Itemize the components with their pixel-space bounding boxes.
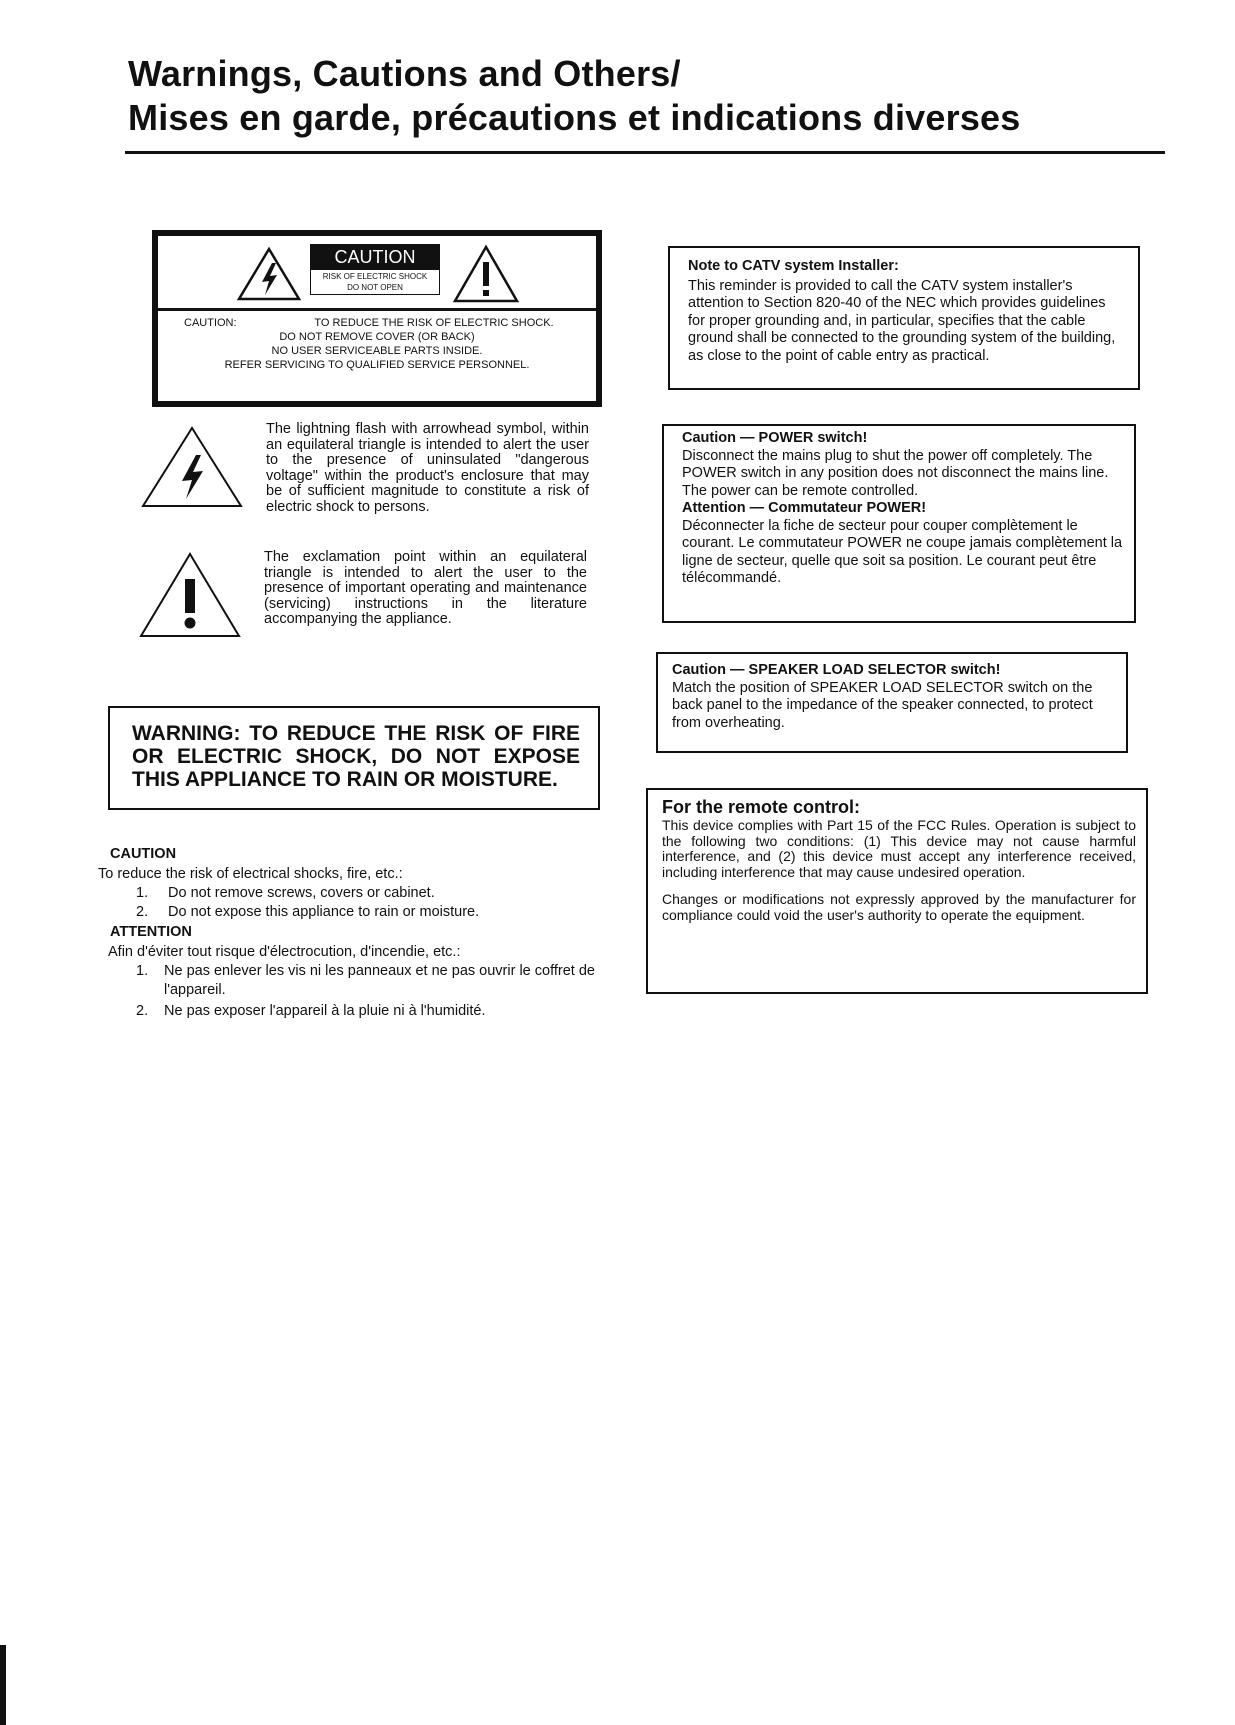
caution-label-title: CAUTION [310,244,440,270]
catv-text: This reminder is provided to call the CATV system installer's attention to Section 820-40 of the NEC which provides guidelines for proper grounding and, in particular, specifies that the cable ground shall be connected to the grounding system of the building, as close to the point of cable entry as practical. [688,277,1116,364]
speaker-selector-box [656,652,1128,753]
speaker-heading: Caution — SPEAKER LOAD SELECTOR switch! [672,662,1001,678]
lightning-symbol-text: The lightning flash with arrowhead symbol, within an equilateral triangle is intended to alert the user to the presence of uninsulated "dangerous voltage" within the product's enclosure that may be of sufficient magnitude to constitute a risk of electric shock to persons. [266,421,589,515]
power-switch-box [662,424,1136,623]
attention-section [110,923,605,942]
attention-heading: ATTENTION [110,924,192,940]
caution-label-line3: NO USER SERVICEABLE PARTS INSIDE. [271,345,483,357]
caution-label-sub2: DO NOT OPEN [347,283,403,292]
caution-label-sub1: RISK OF ELECTRIC SHOCK [322,272,428,281]
caution-label-prefix: CAUTION: [184,317,237,329]
power-text-en: Disconnect the mains plug to shut the power off completely. The POWER switch in any position does not disconnect the mains line. The power can be remote controlled. [682,447,1109,499]
title-line-2: Mises en garde, précautions et indications diverses [128,97,1021,138]
remote-control-content [648,790,1146,923]
remote-text-1: This device complies with Part 15 of the FCC Rules. Operation is subject to the following two conditions: (1) This device may not cause harmful interference, and (2) this device must accept any interference received, including interference that may cause undesired operation. [662,817,1136,880]
power-heading-en: Caution — POWER switch! [682,430,868,446]
remote-heading: For the remote control: [662,797,861,817]
page-title [128,52,1021,140]
exclamation-symbol-text: The exclamation point within an equilateral triangle is intended to alert the user to the presence of important operating and maintenance (servicing) instructions in the literature accompanying the appliance. [264,549,587,627]
remote-control-box [646,788,1148,994]
list-item-text: Ne pas exposer l'appareil à la pluie ni à l'humidité. [164,1003,486,1019]
exclamation-warning-icon [452,244,520,304]
list-item-text: Do not expose this appliance to rain or moisture. [168,904,480,920]
list-item-number: 2. [136,1003,149,1019]
caution-label-header [310,244,440,295]
catv-note-box [668,246,1140,390]
caution-label-line1: TO REDUCE THE RISK OF ELECTRIC SHOCK. [314,317,554,329]
list-item-text: Ne pas enlever les vis ni les panneaux et ne pas ouvrir le coffret de l'appareil. [164,963,595,998]
title-divider [125,151,1165,154]
warning-box [108,706,600,810]
caution-intro: To reduce the risk of electrical shocks, fire, etc.: [98,866,403,882]
power-text-fr: Déconnecter la fiche de secteur pour couper complètement le courant. Le commutateur POWER ne coupe jamais complètement la ligne de secteur, quelle que soit sa position. Le courant peut être télécommandé. [682,517,1123,586]
catv-note-content [670,248,1138,365]
caution-label-top [158,236,596,311]
caution-label-line4: REFER SERVICING TO QUALIFIED SERVICE PERSONNEL. [224,359,530,371]
caution-label-line2: DO NOT REMOVE COVER (OR BACK) [279,331,475,343]
list-item [108,962,608,1000]
caution-label-subtitle [310,270,440,295]
title-line-1: Warnings, Cautions and Others/ [128,53,681,94]
page-edge-mark [0,1645,6,1725]
list-item-number: 1. [136,885,149,901]
lightning-triangle-icon [140,425,244,509]
caution-heading: CAUTION [110,846,177,862]
power-heading-fr: Attention — Commutateur POWER! [682,500,927,516]
speaker-text: Match the position of SPEAKER LOAD SELECTOR switch on the back panel to the impedance of the speaker connected, to protect from overheating. [672,679,1093,731]
exclamation-triangle-icon [138,551,242,639]
catv-heading: Note to CATV system Installer: [688,258,899,274]
caution-section [110,845,605,864]
list-item-number: 2. [136,904,149,920]
attention-intro: Afin d'éviter tout risque d'électrocution, d'incendie, etc.: [108,944,461,960]
list-item-number: 1. [136,963,149,979]
list-item-text: Do not remove screws, covers or cabinet. [168,885,435,901]
remote-text-2: Changes or modifications not expressly approved by the manufacturer for compliance could void the user's authority to operate the equipment. [662,891,1136,923]
list-item [98,884,608,903]
warning-text: WARNING: TO REDUCE THE RISK OF FIRE OR ELECTRIC SHOCK, DO NOT EXPOSE THIS APPLIANCE TO RAIN OR MOISTURE. [132,722,580,791]
attention-list [108,943,608,1021]
list-item [98,903,608,922]
lightning-warning-icon [236,246,302,302]
caution-label [152,230,602,407]
speaker-selector-content [658,654,1126,732]
caution-list [98,865,608,922]
power-switch-content [664,426,1134,588]
list-item [108,1002,608,1021]
